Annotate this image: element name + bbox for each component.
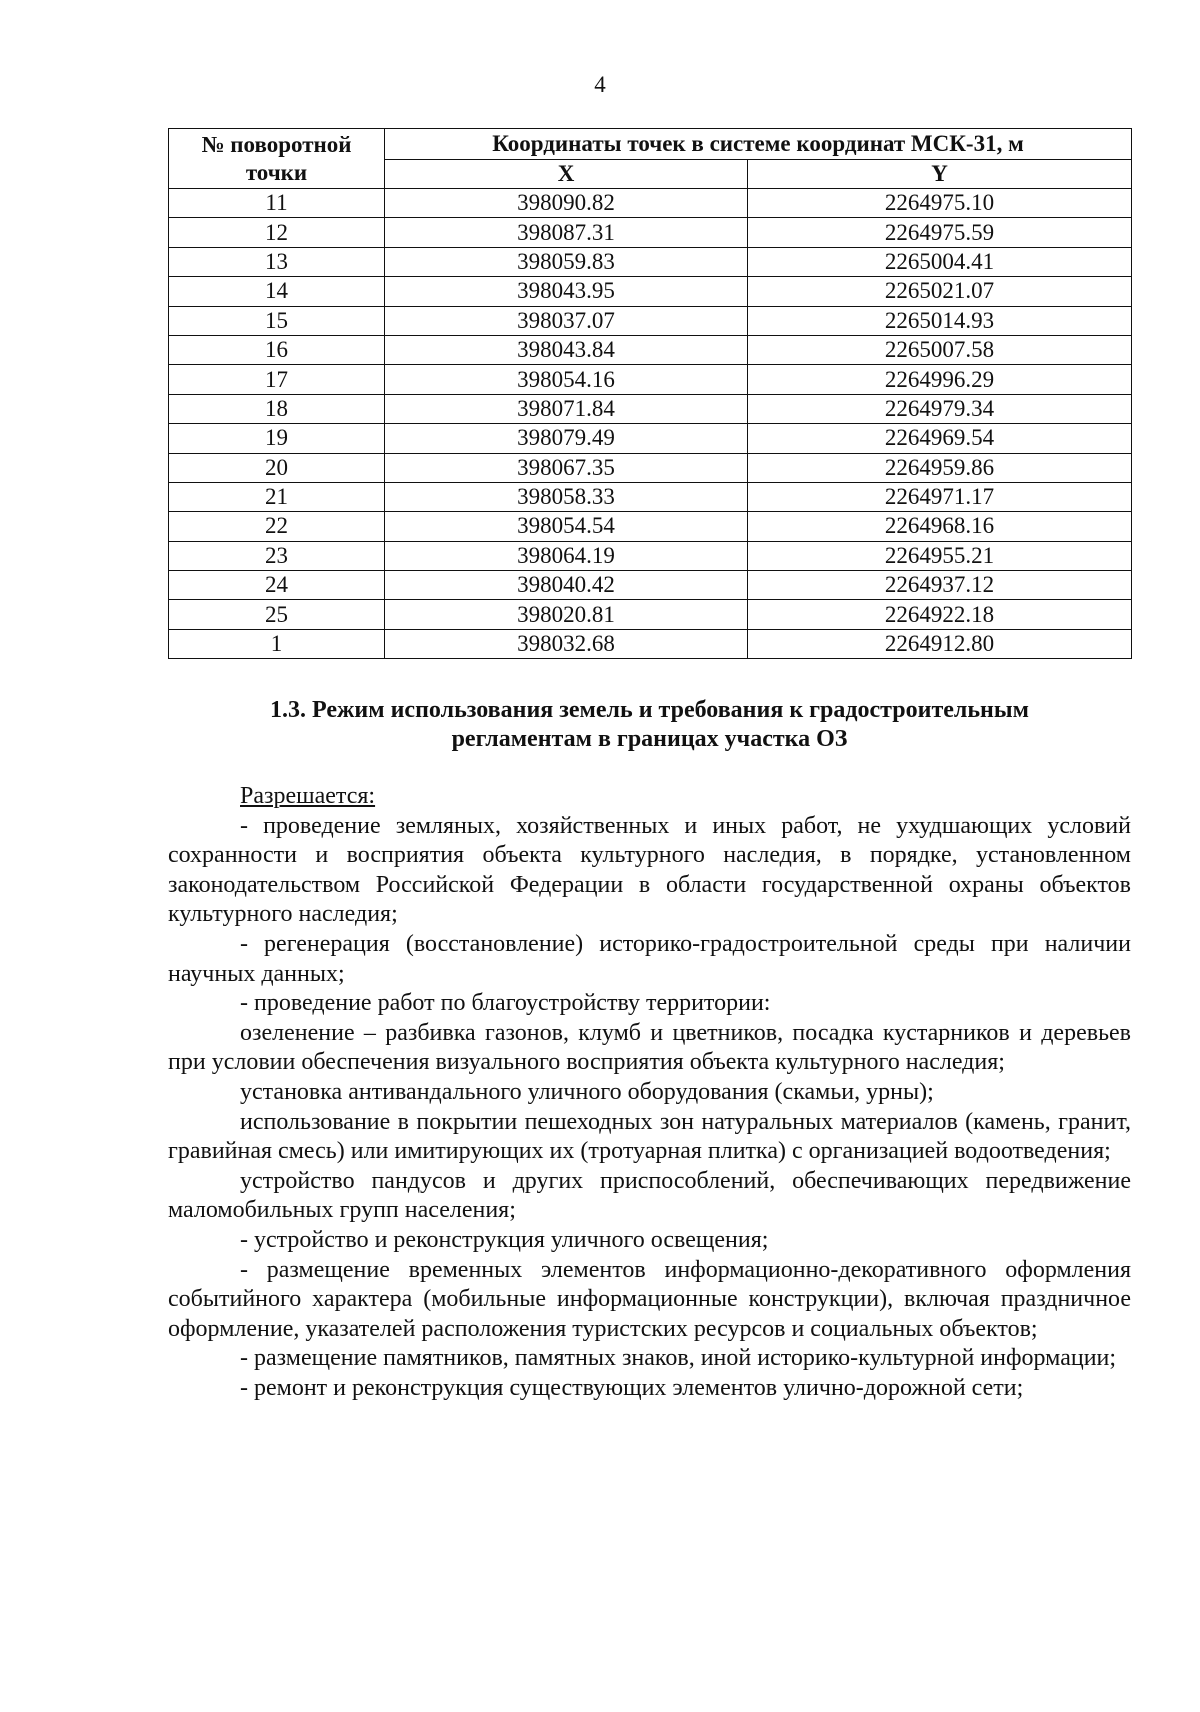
section-body <box>168 782 1131 1403</box>
x-coordinate-cell: 398043.84 <box>385 335 748 364</box>
y-coordinate-cell: 2264959.86 <box>748 453 1132 482</box>
y-coordinate-cell: 2264979.34 <box>748 394 1132 423</box>
point-number-cell: 13 <box>169 247 385 276</box>
table-row <box>169 365 1132 394</box>
table-row <box>169 335 1132 364</box>
page-number: 4 <box>594 72 606 97</box>
x-coordinate-cell: 398040.42 <box>385 571 748 600</box>
x-coordinate-cell: 398079.49 <box>385 424 748 453</box>
y-coordinate-cell: 2264937.12 <box>748 571 1132 600</box>
x-coordinate-cell: 398067.35 <box>385 453 748 482</box>
table-body <box>169 189 1132 659</box>
table-row <box>169 512 1132 541</box>
y-coordinate-cell: 2265014.93 <box>748 306 1132 335</box>
paragraph: - проведение работ по благоустройству территории: <box>240 990 771 1017</box>
point-number-cell: 12 <box>169 218 385 247</box>
point-number-cell: 19 <box>169 424 385 453</box>
header-point-number: № поворотной точки <box>169 129 385 189</box>
table-row <box>169 482 1132 511</box>
point-number-cell: 23 <box>169 541 385 570</box>
table-row <box>169 306 1132 335</box>
y-coordinate-cell: 2264969.54 <box>748 424 1132 453</box>
x-coordinate-cell: 398032.68 <box>385 629 748 658</box>
y-coordinate-cell: 2264975.59 <box>748 218 1132 247</box>
table-row <box>169 629 1132 658</box>
paragraph: установка антивандального уличного оборудования (скамьи, урны); <box>240 1078 934 1105</box>
y-coordinate-cell: 2264912.80 <box>748 629 1132 658</box>
point-number-cell: 1 <box>169 629 385 658</box>
y-coordinate-cell: 2264975.10 <box>748 189 1132 218</box>
header-x: X <box>385 160 748 189</box>
point-number-cell: 18 <box>169 394 385 423</box>
table-row <box>169 394 1132 423</box>
paragraph: устройство пандусов и других приспособлений, обеспечивающих передвижение маломобильных групп населения; <box>168 1167 1131 1224</box>
paragraph: озеленение – разбивка газонов, клумб и цветников, посадка кустарников и деревьев при условии обеспечения визуального восприятия объекта культурного наследия; <box>168 1019 1131 1076</box>
y-coordinate-cell: 2265021.07 <box>748 277 1132 306</box>
x-coordinate-cell: 398064.19 <box>385 541 748 570</box>
x-coordinate-cell: 398037.07 <box>385 306 748 335</box>
section-title <box>168 696 1131 754</box>
header-y: Y <box>748 160 1132 189</box>
paragraph: - регенерация (восстановление) историко-градостроительной среды при наличии научных данных; <box>168 930 1131 987</box>
table-row <box>169 453 1132 482</box>
y-coordinate-cell: 2264971.17 <box>748 482 1132 511</box>
paragraph: - размещение временных элементов информационно-декоративного оформления событийного характера (мобильные информационные конструкции), включая праздничное оформление, указателей расположения туристских ресурсов и социальных объектов; <box>168 1256 1131 1342</box>
point-number-cell: 25 <box>169 600 385 629</box>
table-row <box>169 277 1132 306</box>
table-row <box>169 571 1132 600</box>
point-number-cell: 16 <box>169 335 385 364</box>
point-number-cell: 17 <box>169 365 385 394</box>
point-number-cell: 15 <box>169 306 385 335</box>
y-coordinate-cell: 2265007.58 <box>748 335 1132 364</box>
paragraph: - ремонт и реконструкция существующих элементов улично-дорожной сети; <box>240 1374 1024 1401</box>
paragraph: использование в покрытии пешеходных зон натуральных материалов (камень, гранит, гравийная смесь) или имитирующих их (тротуарная плитка) с организацией водоотведения; <box>168 1108 1131 1165</box>
x-coordinate-cell: 398043.95 <box>385 277 748 306</box>
coordinates-table <box>168 128 1132 659</box>
header-coordinates-title: Координаты точек в системе координат МСК-31, м <box>385 129 1132 160</box>
paragraph: - устройство и реконструкция уличного освещения; <box>240 1226 769 1253</box>
point-number-cell: 14 <box>169 277 385 306</box>
x-coordinate-cell: 398090.82 <box>385 189 748 218</box>
point-number-cell: 22 <box>169 512 385 541</box>
y-coordinate-cell: 2264996.29 <box>748 365 1132 394</box>
table-row <box>169 247 1132 276</box>
point-number-cell: 24 <box>169 571 385 600</box>
section-title-line-1: 1.3. Режим использования земель и требования к градостроительным <box>270 697 1029 723</box>
table-row <box>169 218 1132 247</box>
x-coordinate-cell: 398087.31 <box>385 218 748 247</box>
x-coordinate-cell: 398071.84 <box>385 394 748 423</box>
paragraph: - размещение памятников, памятных знаков, иной историко-культурной информации; <box>240 1345 1117 1372</box>
table-row <box>169 424 1132 453</box>
table-row <box>169 600 1132 629</box>
point-number-cell: 20 <box>169 453 385 482</box>
table-row <box>169 541 1132 570</box>
x-coordinate-cell: 398054.54 <box>385 512 748 541</box>
point-number-cell: 11 <box>169 189 385 218</box>
x-coordinate-cell: 398059.83 <box>385 247 748 276</box>
x-coordinate-cell: 398020.81 <box>385 600 748 629</box>
section-title-line-2: регламентам в границах участка ОЗ <box>451 726 848 752</box>
y-coordinate-cell: 2264922.18 <box>748 600 1132 629</box>
y-coordinate-cell: 2265004.41 <box>748 247 1132 276</box>
paragraph: - проведение земляных, хозяйственных и иных работ, не ухудшающих условий сохранности и восприятия объекта культурного наследия, в порядке, установленном законодательством Российской Федерации в области государственной охраны объектов культурного наследия; <box>168 812 1131 928</box>
table-row <box>169 189 1132 218</box>
paragraph-list <box>168 812 1131 1404</box>
y-coordinate-cell: 2264968.16 <box>748 512 1132 541</box>
x-coordinate-cell: 398058.33 <box>385 482 748 511</box>
x-coordinate-cell: 398054.16 <box>385 365 748 394</box>
point-number-cell: 21 <box>169 482 385 511</box>
allowed-label: Разрешается: <box>240 783 376 809</box>
y-coordinate-cell: 2264955.21 <box>748 541 1132 570</box>
